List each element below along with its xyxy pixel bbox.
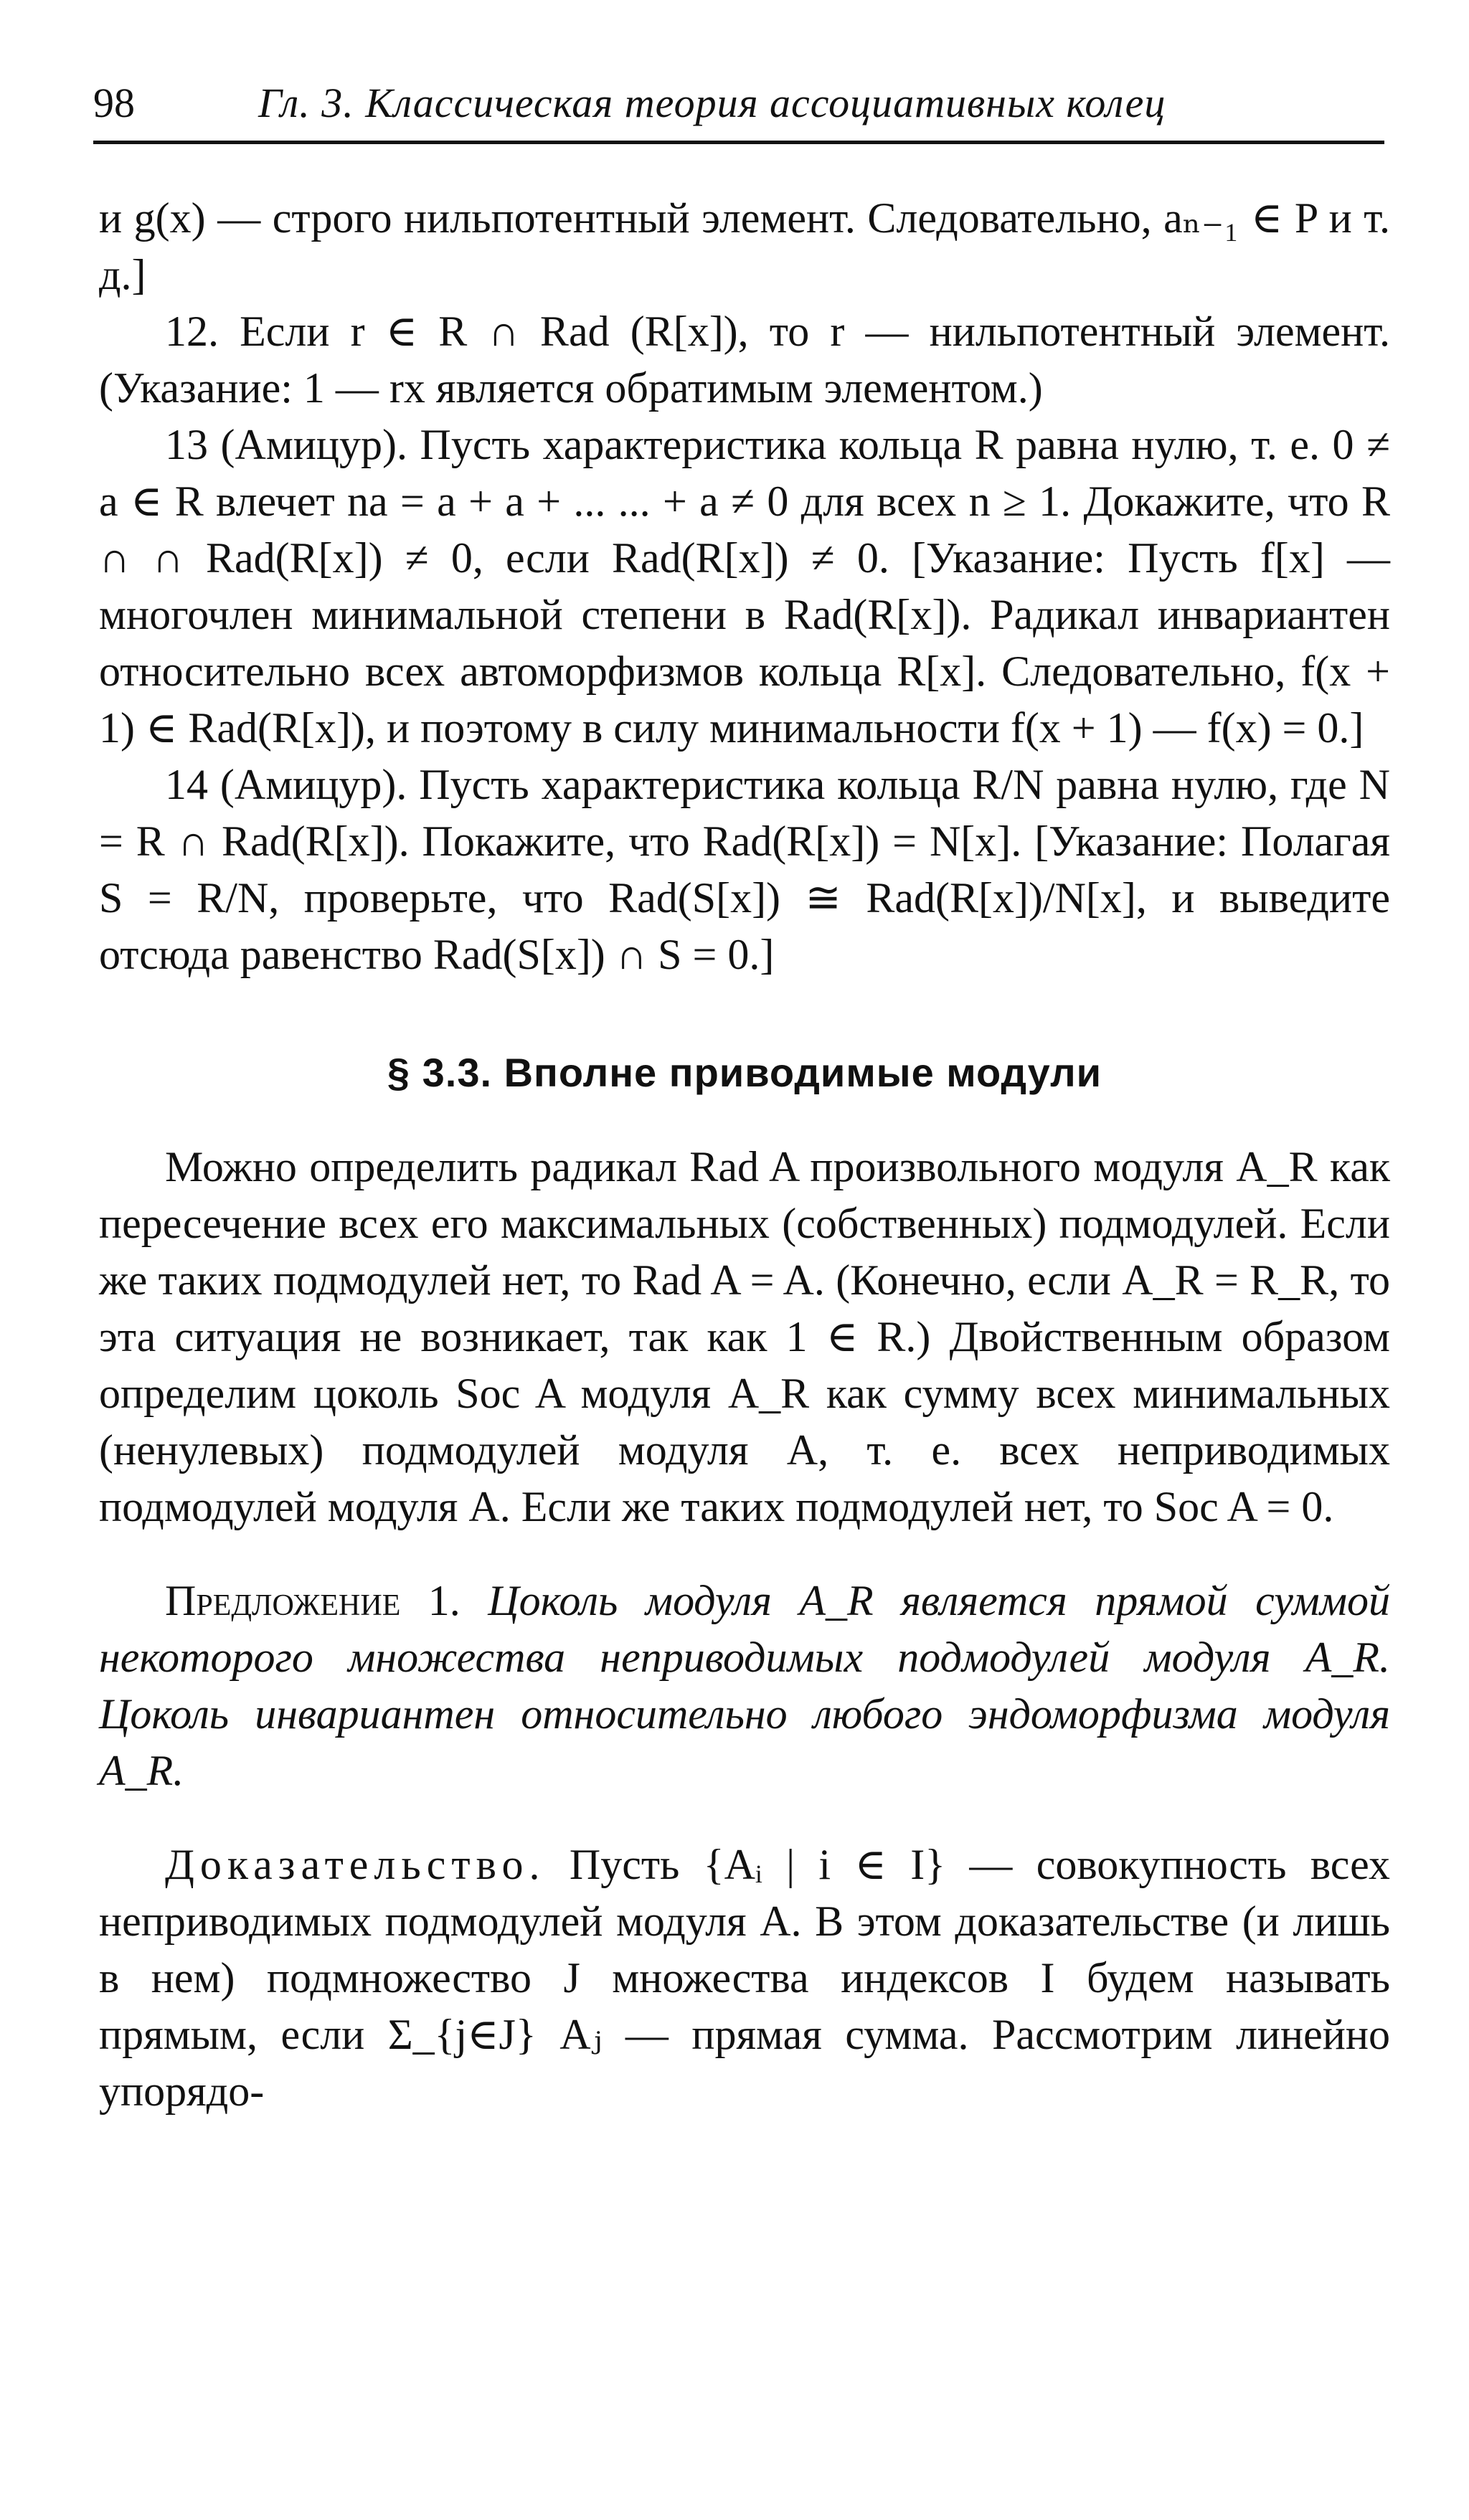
proposition-1 bbox=[99, 1573, 1390, 1799]
paragraph-radical-socle: Можно определить радикал Rad A произвольного модуля A_R как пересечение всех его максимальных (собственных) подмодулей. Если же таких подмодулей нет, то Rad A = A. (Конечно, если A_R = R_R, то эта ситуация не возникает, так как 1 ∈ R.) Двойственным образом определим цоколь Soc A модуля A_R как сумму всех минимальных (ненулевых) подмодулей модуля A, т. е. всех неприводимых подмодулей модуля A. Если же таких подмодулей нет, то Soc A = 0. bbox=[99, 1143, 1390, 1530]
page-body bbox=[99, 190, 1390, 2120]
proposition-text: Цоколь модуля A_R является прямой суммой некоторого множества неприводимых подмодулей модуля A_R. Цоколь инвариантен относительно любого эндоморфизма модуля A_R. bbox=[99, 1577, 1391, 1794]
proof-label: Доказательство. bbox=[165, 1841, 546, 1888]
section-heading: § 3.3. Вполне приводимые модули bbox=[387, 1050, 1102, 1095]
header-rule bbox=[93, 141, 1384, 144]
exercise-13: 13 (Амицур). Пусть характеристика кольца R равна нулю, т. е. 0 ≠ a ∈ R влечет na = a + a + ... ... + a ≠ 0 для всех n ≥ 1. Докажите, что R ∩ ∩ Rad(R[x]) ≠ 0, если Rad(R[x]) ≠ 0. [Указание: Пусть f[x] — многочлен минимальной степени в Rad(R[x]). Радикал инвариантен относительно всех автоморфизмов кольца R[x]. Следовательно, f(x + 1) ∈ Rad(R[x]), и поэтому в силу минимальности f(x + 1) — f(x) = 0.] bbox=[99, 421, 1390, 752]
running-title: Гл. 3. Классическая теория ассоциативных колец bbox=[258, 80, 1166, 126]
exercise-12: 12. Если r ∈ R ∩ Rad (R[x]), то r — нильпотентный элемент. (Указание: 1 — rx является обратимым элементом.) bbox=[99, 308, 1390, 412]
paragraph-continuation: и g(x) — строго нильпотентный элемент. Следовательно, aₙ₋₁ ∈ P и т. д.] bbox=[99, 194, 1390, 298]
page-header bbox=[93, 79, 1377, 136]
proof bbox=[99, 1837, 1390, 2120]
page-number: 98 bbox=[93, 80, 135, 126]
exercise-14: 14 (Амицур). Пусть характеристика кольца R/N равна нулю, где N = R ∩ Rad(R[x]). Покажите, что Rad(R[x]) = N[x]. [Указание: Полагая S = R/N, проверьте, что Rad(S[x]) ≅ Rad(R[x])/N[x], и выведите отсюда равенство Rad(S[x]) ∩ S = 0.] bbox=[99, 761, 1390, 978]
proof-text: Пусть {Aᵢ | i ∈ I} — совокупность всех неприводимых подмодулей модуля A. В этом доказательстве (и лишь в нем) подмножество J множества индексов I будем называть прямым, если Σ_{j∈J} Aⱼ — прямая сумма. Рассмотрим линейно упорядо- bbox=[99, 1841, 1391, 2115]
proposition-label: Предложение 1. bbox=[165, 1577, 460, 1624]
